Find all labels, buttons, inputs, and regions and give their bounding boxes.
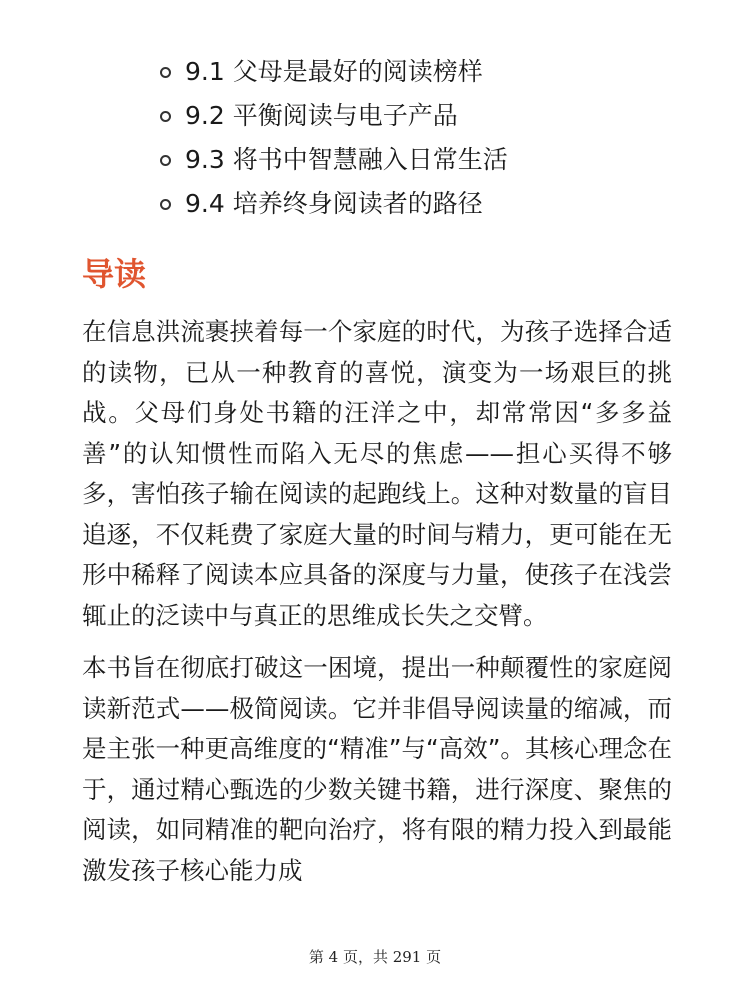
section-body [82, 312, 672, 903]
toc-item-label: 9.3 将书中智慧融入日常生活 [185, 145, 508, 174]
page-number: 第 4 页，共 291 页 [308, 948, 442, 966]
toc-item-label: 9.2 平衡阅读与电子产品 [185, 101, 458, 130]
circle-bullet-icon [160, 111, 171, 122]
circle-bullet-icon [160, 199, 171, 210]
toc-item-9-2[interactable] [160, 94, 508, 138]
toc-item-9-1[interactable] [160, 50, 508, 94]
toc-item-9-3[interactable] [160, 138, 508, 182]
section-heading: 导读 [82, 255, 147, 293]
toc-item-label: 9.4 培养终身阅读者的路径 [185, 189, 483, 218]
body-paragraph-2: 本书旨在彻底打破这一困境，提出一种颠覆性的家庭阅读新范式——极简阅读。它并非倡导阅读量的缩减，而是主张一种更高维度的“精准”与“高效”。其核心理念在于，通过精心甄选的少数关键书籍，进行深度、聚焦的阅读，如同精准的靶向治疗，将有限的精力投入到最能激发孩子核心能力成 [82, 653, 672, 885]
toc-item-9-4[interactable] [160, 182, 508, 226]
body-paragraph-1: 在信息洪流裹挟着每一个家庭的时代，为孩子选择合适的读物，已从一种教育的喜悦，演变为一场艰巨的挑战。父母们身处书籍的汪洋之中，却常常因“多多益善”的认知惯性而陷入无尽的焦虑——担心买得不够多，害怕孩子输在阅读的起跑线上。这种对数量的盲目追逐，不仅耗费了家庭大量的时间与精力，更可能在无形中稀释了阅读本应具备的深度与力量，使孩子在浅尝辄止的泛读中与真正的思维成长失之交臂。 [82, 317, 672, 630]
circle-bullet-icon [160, 67, 171, 78]
toc-item-label: 9.1 父母是最好的阅读榜样 [185, 57, 483, 86]
circle-bullet-icon [160, 155, 171, 166]
table-of-contents [160, 50, 508, 226]
